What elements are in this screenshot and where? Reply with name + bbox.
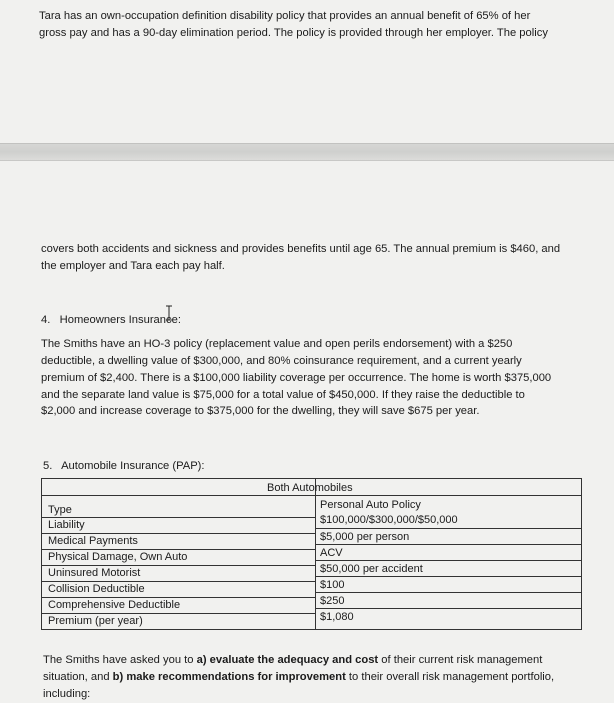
table-col2-header: Personal Auto Policy — [320, 499, 421, 511]
closing-line-2 — [43, 669, 554, 686]
table-cell-value: $100 — [320, 579, 345, 591]
table-col1-header: Type — [48, 504, 72, 516]
auto-coverage-table — [41, 478, 582, 630]
table-row-line — [315, 576, 581, 577]
table-cell-type: Uninsured Motorist — [48, 567, 141, 579]
page-break-band — [0, 143, 614, 161]
table-row-line — [315, 528, 581, 529]
table-cell-type: Collision Deductible — [48, 583, 145, 595]
intro-line-1: Tara has an own-occupation definition disability policy that provides an annual benefit of 65% of her — [39, 10, 531, 22]
table-cell-value: $50,000 per accident — [320, 563, 423, 575]
homeowners-heading — [41, 312, 181, 329]
homeowners-title: Homeowners Insurance: — [59, 314, 181, 326]
homeowners-number: 4. — [41, 314, 51, 326]
table-cell-value: $250 — [320, 595, 345, 607]
homeowners-line-5: $2,000 and increase coverage to $375,000 for the dwelling, they will save $675 per year. — [41, 405, 480, 417]
continuation-line-1: covers both accidents and sickness and provides benefits until age 65. The annual premium is $460, and — [41, 243, 561, 255]
table-cell-value: $1,080 — [320, 611, 354, 623]
closing-line-1 — [43, 652, 542, 669]
table-cell-type: Premium (per year) — [48, 615, 143, 627]
table-row-line — [315, 592, 581, 593]
table-cell-type: Liability — [48, 519, 85, 531]
closing-line-3: including: — [43, 688, 91, 700]
closing-text: situation, and — [43, 671, 113, 683]
homeowners-line-2: deductible, a dwelling value of $300,000, and 80% coinsurance requirement, and a current yearly — [41, 355, 522, 367]
homeowners-line-1: The Smiths have an HO-3 policy (replacement value and open perils endorsement) with a $250 — [41, 338, 513, 350]
text-cursor-icon — [164, 305, 174, 321]
table-column-divider — [315, 479, 316, 629]
table-cell-type: Medical Payments — [48, 535, 138, 547]
closing-emphasis-b: b) make recommendations for improvement — [112, 671, 346, 683]
intro-line-2: gross pay and has a 90-day elimination period. The policy is provided through her employer. The policy — [39, 27, 548, 39]
auto-number: 5. — [43, 460, 53, 472]
table-row-line — [315, 544, 581, 545]
table-cell-value: $100,000/$300,000/$50,000 — [320, 514, 458, 526]
table-group-header: Both Automobiles — [267, 482, 353, 494]
table-cell-value: ACV — [320, 547, 343, 559]
table-row-line — [315, 608, 581, 609]
closing-text: The Smiths have asked you to — [43, 654, 197, 666]
closing-text: to their overall risk management portfolio, — [345, 671, 555, 683]
homeowners-line-4: and the separate land value is $75,000 for a total value of $450,000. If they raise the deductible to — [41, 389, 525, 401]
table-cell-value: $5,000 per person — [320, 531, 410, 543]
auto-title: Automobile Insurance (PAP): — [61, 460, 205, 472]
homeowners-line-3: premium of $2,400. There is a $100,000 liability coverage per occurrence. The home is worth $375,000 — [41, 372, 552, 384]
table-group-divider — [42, 495, 581, 496]
closing-text: of their current risk management — [378, 654, 543, 666]
table-cell-type: Physical Damage, Own Auto — [48, 551, 188, 563]
table-row-line — [315, 560, 581, 561]
closing-emphasis-a: a) evaluate the adequacy and cost — [196, 654, 379, 666]
table-cell-type: Comprehensive Deductible — [48, 599, 181, 611]
auto-heading — [43, 458, 205, 475]
continuation-line-2: the employer and Tara each pay half. — [41, 260, 225, 272]
